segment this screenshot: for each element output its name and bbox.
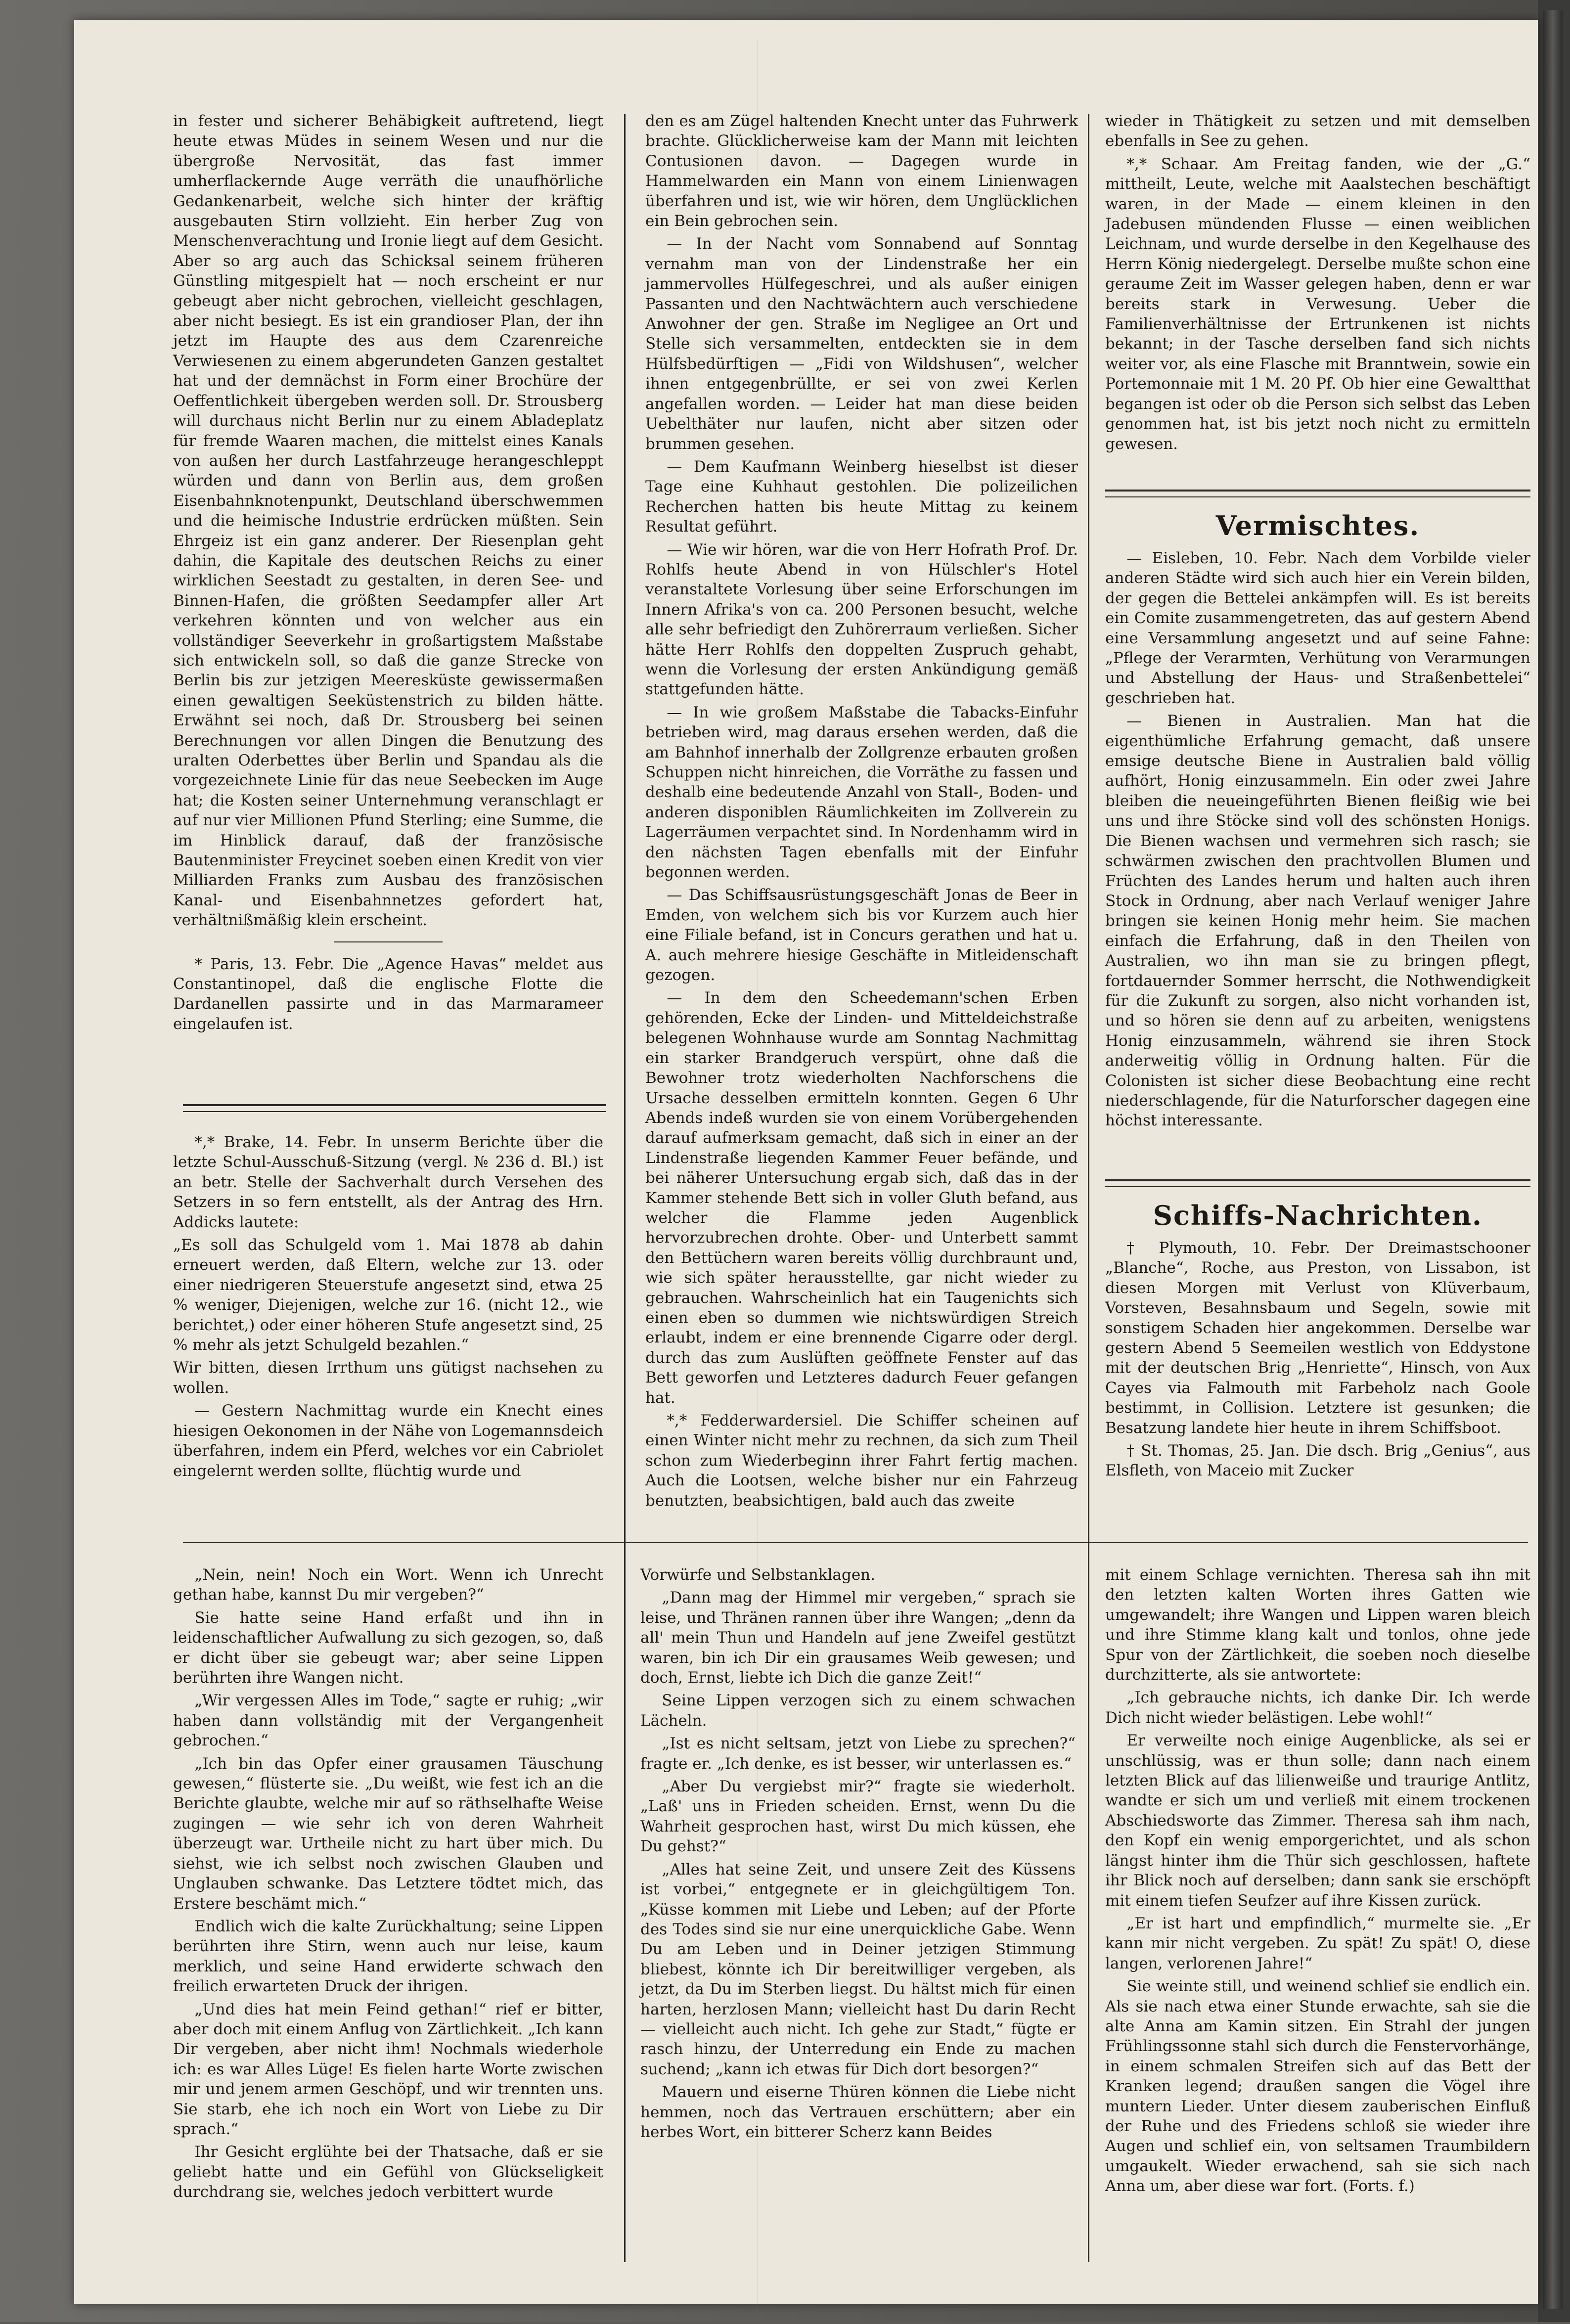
lootsen-continued: wieder in Thätigkeit zu setzen und mit demselben ebenfalls in See zu gehen. (1105, 112, 1530, 150)
novel-para: „Ich bin das Opfer einer grausamen Täuschung gewesen,“ flüsterte sie. „Du weißt, wie fest ich an die Berichte glaubte, welche mir auf so räthselhafte Weise zugingen — wie sehr ich von deren Wahrheit überzeugt war. Urtheile nicht zu hart über mich. Du siehst, wie ich selbst noch zwischen Glauben und Unglauben schwanke. Das Letztere tödtet mich, das Erstere beschämt mich.“ (173, 1754, 603, 1913)
upper-left-double-rule (183, 1104, 606, 1112)
novel-column-2 (640, 1565, 1076, 2145)
novel-para: „Ist es nicht seltsam, jetzt von Liebe zu sprechen?“ fragte er. „Ich denke, es ist besser, wir unterlassen es.“ (640, 1735, 1076, 1773)
schiffs-heading: Schiffs-Nachrichten. (1153, 1200, 1482, 1231)
tabak-report: — In wie großem Maßstabe die Tabacks-Einfuhr betrieben wird, mag daraus ersehen werden, daß die am Bahnhof innerhalb der Zollgrenze erbauten großen Schuppen nicht hinreichen, die Vorräthe zu fassen und deshalb eine bedeutende Anzahl von Stall-, Boden- und anderen disponiblen Räumlichkeiten im Zollverein zu Lagerräumen verpachtet sind. In Nordenhamm wird in den nächsten Tagen ebenfalls mit der Einfuhr begonnen werden. (645, 703, 1078, 882)
novel-column-1 (173, 1565, 603, 2205)
book-binding (1538, 0, 1570, 2322)
knecht-report: — Gestern Nachmittag wurde ein Knecht eines hiesigen Oekonomen in der Nähe von Logemannsdeich überfahren, indem ein Pferd, welches vor ein Cabriolet eingelernt werden sollte, flüchtig wurde und (173, 1402, 603, 1480)
schiffs-top-rule (1105, 1179, 1530, 1187)
novel-para: „Ich gebrauche nichts, ich danke Dir. Ich werde Dich nicht wieder belästigen. Lebe wohl!“ (1105, 1689, 1530, 1727)
novel-para: „Er ist hart und empfindlich,“ murmelte sie. „Er kann mir nicht vergeben. Zu spät! Zu spät! O, diese langen, verlorenen Jahre!“ (1105, 1914, 1530, 1972)
lindenstrasse-report: — In der Nacht vom Sonnabend auf Sonntag vernahm man von der Lindenstraße her ein jammervolles Hülfegeschrei, und als außer einigen Passanten und den Nachtwächtern auch verschiedene Anwohner der gen. Straße im Negligee an Ort und Stelle sich versammelten, entdeckten sie in dem Hülfsbedürftigen — „Fidi von Wildshusen“, welcher ihnen entgegenbrüllte, er sei von zwei Kerlen angefallen worden. — Leider hat man diese beiden Uebelthäter nur laufen, nicht aber sitzen oder brummen gesehen. (645, 235, 1078, 453)
novel-column-rule-1 (624, 1553, 626, 2262)
upper-column-1-lower (173, 1132, 603, 1484)
strousberg-article: in fester und sicherer Behäbigkeit auftretend, liegt heute etwas Müdes in seinem Wesen und nur die übergroße Nervosität, das fast immer umherflackernde Auge verräth die unaufhörliche Gedankenarbeit, welche sich hinter der kräftig ausgebauten Stirn vollzieht. Ein herber Zug von Menschenverachtung und Ironie liegt auf dem Gesicht. Aber so arg auch das Schicksal seinem früheren Günstling mitgespielt hat — noch erscheint er nur gebeugt aber nicht gebrochen, vielleicht geschlagen, aber nicht besiegt. Es ist ein grandioser Plan, der ihn jetzt im Haupte des aus dem Czarenreiche Verwiesenen zu einem abgerundeten Ganzen gestaltet hat und der demnächst in Form einer Brochüre der Oeffentlichkeit übergeben werden soll. Dr. Strousberg will durchaus nicht Berlin nur zu einem Abladeplatz für fremde Waaren machen, die mittelst eines Kanals von außen her durch Lastfahrzeuge herangeschleppt würden und dann von Berlin aus, dem großen Eisenbahnknotenpunkt, Deutschland überschwemmen und die heimische Industrie erdrücken müßten. Sein Ehrgeiz ist ein ganz anderer. Der Riesenplan geht dahin, die Kapitale des deutschen Reichs zu einer wirklichen Seestadt zu gestalten, in deren See- und Binnen-Hafen, die größten Seedampfer aller Art verkehren könnten und von welcher aus ein vollständiger Seeverkehr in großartigstem Maßstabe sich entwickeln soll, so daß die ganze Strecke von Berlin bis zur jetzigen Meeresküste gewissermaßen einen gewaltigen Seeküstenstrich zu bilden hätte. Erwähnt sei noch, daß Dr. Strousberg bei seinen Berechnungen vor allen Dingen die Benutzung des uralten Oderbettes über Berlin und Spandau als die vorgezeichnete Linie für das neue Seebecken im Auge hat; die Kosten seiner Unternehmung veranschlagt er auf nur vier Millionen Pfund Sterling; eine Summe, die im Hinblick darauf, daß der französische Bautenminister Freycinet soeben einen Kredit von vier Milliarden Franks zum Ausbau des französischen Kanal- und Eisenbahnnetzes gefordert hat, verhältnißmäßig klein erscheint. (173, 112, 603, 930)
brandgeruch-report: — In dem den Scheedemann'schen Erben gehörenden, Ecke der Linden- und Mitteldeichstraße belegenen Wohnhause wurde am Sonntag Nachmittag ein starker Brandgeruch verspürt, ohne daß die Bewohner trotz wiederholten Nachforschens die Ursache desselben ermitteln konnten. Gegen 6 Uhr Abends indeß wurden sie von einem Vorübergehenden darauf aufmerksam gemacht, daß sich in einer an der Lindenstraße liegenden Kammer Feuer befände, und bei näherer Untersuchung ergab sich, daß das in der Kammer stehende Bett sich in voller Gluth befand, aus welcher die Flamme jeden Augenblick hervorzubrechen drohte. Ober- und Unterbett sammt den Bettüchern waren bereits völlig durchbraunt und, wie sich später herausstellte, gar nicht wieder zu gebrauchen. Wahrscheinlich hat ein Taugenichts sich einen eben so dummen wie nichtswürdigen Streich erlaubt, indem er eine brennende Cigarre oder dergl. durch das zum Auslüften geöffnete Fenster auf das Bett geworfen und Letzteres dadurch Feuer gefangen hat. (645, 989, 1078, 1407)
novel-para: Er verweilte noch einige Augenblicke, als sei er unschlüssig, was er thun solle; dann nach einem letzten Blick auf das lilienweiße und traurige Antlitz, wandte er sich um und verließ mit einem trockenen Abschiedsworte das Zimmer. Theresa sah ihm nach, den Kopf ein wenig emporgerichtet, und als schon längst hinter ihm die Thür sich geschlossen, haftete ihr Blick noch auf derselben; dann sank sie erschöpft mit einem tiefen Seufzer auf ihre Kissen zurück. (1105, 1732, 1530, 1910)
jonas-de-beer-report: — Das Schiffsausrüstungsgeschäft Jonas de Beer in Emden, von welchem sich bis vor Kurzem auch hier eine Filiale befand, ist in Concurs gerathen und hat u. A. auch mehrere hiesige Geschäfte in Mitleidenschaft gezogen. (645, 886, 1078, 984)
novel-column-rule-2 (1088, 1553, 1089, 2262)
novel-para: Sie weinte still, und weinend schlief sie endlich ein. Als sie nach etwa einer Stunde erwachte, sah sie die alte Anna am Kamin sitzen. Ein Strahl der jungen Frühlingssonne stahl sich durch die Fenstervorhänge, in einem schmalen Streifen sich auf das Bett der Kranken legend; draußen sangen die Vögel ihre muntern Lieder. Unter diesem zauberischen Einfluß der Ruhe und des Friedens schloß sie wieder ihre Augen und schlief ein, von seltsamen Traumbildern umgaukelt. Wieder erwachend, sah sie sich nach Anna um, aber diese war fort. (Forts. f.) (1105, 1977, 1530, 2195)
column-rule-2 (1088, 114, 1089, 1557)
upper-column-3 (1105, 111, 1530, 457)
upper-column-1 (173, 111, 603, 1037)
novel-column-3 (1105, 1565, 1530, 2199)
novel-para: Seine Lippen verzogen sich zu einem schwachen Lächeln. (640, 1692, 1076, 1730)
plymouth-report: † Plymouth, 10. Febr. Der Dreimastschooner „Blanche“, Roche, aus Preston, von Lissabon, ist diesen Morgen mit Verlust von Klüverbaum, Vorsteven, Besahnsbaum und Segeln, sowie mit sonstigem Schaden hier angekommen. Derselbe war gestern Abend 5 Seemeilen westlich von Eddystone mit der deutschen Brig „Henriette“, Hinsch, von Aux Cayes via Falmouth mit Farbeholz nach Goole bestimmt, in Collision. Letztere ist gesunken; die Besatzung landete hier heute in ihrem Schiffsboot. (1105, 1239, 1530, 1437)
short-separator (334, 941, 443, 942)
novel-para: Endlich wich die kalte Zurückhaltung; seine Lippen berührten ihre Stirn, wenn auch nur leise, kaum merklich, und seine Hand erwiderte schwach den freilich erwarteten Druck der ihrigen. (173, 1917, 603, 1996)
binding-spine (1543, 10, 1563, 2309)
fedderwardersiel-report: *,* Fedderwardersiel. Die Schiffer scheinen auf einen Winter nicht mehr zu rechnen, da sich zum Theil schon zum Wiederbeginn ihrer Fahrt fertig machen. Auch die Lootsen, welche bisher nur ein Fahrzeug benutzten, beabsichtigen, bald auch das zweite (645, 1412, 1078, 1510)
vermischtes-section (1105, 502, 1530, 1134)
novel-para: Ihr Gesicht erglühte bei der Thatsache, daß er sie geliebt hatte und ein Gefühl von Glückseligkeit durchdrang sie, welches jedoch verbittert wurde (173, 2143, 603, 2201)
st-thomas-report: † St. Thomas, 25. Jan. Die dsch. Brig „Genius“, aus Elsfleth, von Maceio mit Zucker (1105, 1442, 1530, 1480)
feuilleton-separator-rule (183, 1542, 1528, 1543)
brake-report (173, 1132, 603, 1232)
novel-para: mit einem Schlage vernichten. Theresa sah ihn mit den letzten kalten Worten ihres Gatten wie umgewandelt; ihre Wangen und Lippen waren bleich und ihre Stimme klang kalt und tonlos, ohne jede Spur von der Zärtlichkeit, die soeben noch dieselbe durchzitterte, als sie antwortete: (1105, 1566, 1530, 1684)
brake-apology: Wir bitten, diesen Irrthum uns gütigst nachsehen zu wollen. (173, 1359, 603, 1397)
kuhhaut-report: — Dem Kaufmann Weinberg hieselbst ist dieser Tage eine Kuhhaut gestohlen. Die polizeilichen Recherchen hatten bis heute Mittag zu keinem Resultat geführt. (645, 457, 1078, 536)
schaar-report: *,* Schaar. Am Freitag fanden, wie der „G.“ mittheilt, Leute, welche mit Aaalstechen beschäftigt waren, in der Made — einem kleinen in den Jadebusen mündenden Flusse — einen weiblichen Leichnam, und wurde derselbe in den Kegelhause des Herrn König niedergelegt. Derselbe mußte schon eine geraume Zeit im Wasser gelegen haben, denn er war bereits stark in Verwesung. Ueber die Familienverhältnisse der Ertrunkenen ist nichts bekannt; in der Tasche derselben fand sich nichts weiter vor, als eine Flasche mit Branntwein, sowie ein Portemonnaie mit 1 M. 20 Pf. Ob hier eine Gewaltthat begangen ist oder ob die Person sich selbst das Leben genommen hat, ist bis jetzt noch nicht zu ermitteln gewesen. (1105, 155, 1530, 453)
brake-quote: „Es soll das Schulgeld vom 1. Mai 1878 ab dahin erneuert werden, daß Eltern, welche zur 13. oder einer niedrigeren Steuerstufe angesetzt sind, etwa 25 % weniger, Diejenigen, welche zur 16. (nicht 12., wie berichtet,) oder einer höheren Stufe angesetzt sind, 25 % mehr als jetzt Schulgeld bezahlen.“ (173, 1236, 603, 1354)
novel-para: „Aber Du vergiebst mir?“ fragte sie wiederholt. „Laß' uns in Frieden scheiden. Ernst, wenn Du die Wahrheit gesprochen hast, wirst Du mich küssen, ehe Du gehst?“ (640, 1778, 1076, 1856)
vermischtes-top-rule (1105, 490, 1530, 497)
novel-para: „Alles hat seine Zeit, und unsere Zeit des Küssens ist vorbei,“ entgegnete er in gleichgültigem Ton. „Küsse kommen mit Liebe und Leben; auf der Pforte des Todes sind sie nur eine unerquickliche Gabe. Wenn Du am Leben und in Deiner jetzigen Stimmung bliebest, könnte ich Dir bereitwilliger vergeben, als jetzt, da Du im Sterben liegst. Du hältst mich für einen harten, herzlosen Mann; vielleicht hast Du darin Recht — vielleicht auch nicht. Ich gehe zur Stadt,“ fügte er rasch hinzu, der Unterredung ein Ende zu machen suchend; „kann ich etwas für Dich dort besorgen?“ (640, 1860, 1076, 2078)
schiffs-section (1105, 1192, 1530, 1484)
novel-para: Mauern und eiserne Thüren können die Liebe nicht hemmen, noch das Vertrauen erschüttern; aber ein herbes Wort, ein bitterer Scherz kann Beides (640, 2083, 1076, 2141)
novel-para: „Dann mag der Himmel mir vergeben,“ sprach sie leise, und Thränen rannen über ihre Wangen; „denn da all' mein Thun und Handeln auf jene Zweifel gestützt waren, bin ich Dir ein grausames Weib gewesen; und doch, Ernst, liebte ich Dich die ganze Zeit!“ (640, 1589, 1076, 1687)
vermischtes-heading: Vermischtes. (1215, 510, 1420, 541)
knecht-continued: den es am Zügel haltenden Knecht unter das Fuhrwerk brachte. Glücklicherweise kam der Mann mit leichten Contusionen davon. — Dagegen wurde in Hammelwarden ein Mann von einem Linienwagen überfahren und ist, wie wir hören, dem Unglücklichen ein Bein gebrochen sein. (645, 112, 1078, 230)
novel-para: Vorwürfe und Selbstanklagen. (640, 1566, 875, 1584)
rohlfs-report: — Wie wir hören, war die von Herr Hofrath Prof. Dr. Rohlfs heute Abend in von Hülschler's Hotel veranstaltete Vorlesung über seine Erforschungen im Innern Afrika's von ca. 200 Personen besucht, welche alle sehr befriedigt den Zuhörerraum verließen. Sicher hätte Herr Rohlfs den doppelten Zuspruch gehabt, wenn die Vorlesung der ersten Ankündigung gemäß stattgefunden hätte. (645, 540, 1078, 699)
novel-para: Sie hatte seine Hand erfaßt und ihn in leidenschaftlicher Aufwallung zu sich gezogen, so, daß er dicht über sie gebeugt war; aber seine Lippen berührten ihre Wangen nicht. (173, 1609, 603, 1687)
upper-column-2 (645, 111, 1078, 1514)
column-rule-1 (624, 114, 626, 1557)
bienen-report: — Bienen in Australien. Man hat die eigenthümliche Erfahrung gemacht, daß unsere emsige deutsche Biene in Australien bald völlig aufhört, Honig einzusammeln. Ein oder zwei Jahre bleiben die neueingeführten Bienen fleißig wie bei uns und ihre Stöcke sind voll des schönsten Honigs. Die Bienen wachsen und vermehren sich rasch; sie schwärmen zwischen den prachtvollen Blumen und Früchten des Landes herum und halten auch ihren Stock in Ordnung, aber nach Verlauf weniger Jahre bringen sie keinen Honig mehr heim. Sie machen einfach die Erfahrung, daß in den Theilen von Australien, wo ihn man sie zu bringen pflegt, fortdauernder Sommer herrscht, die Nothwendigkeit für die Zukunft zu sorgen, also nicht vorhanden ist, und so hören sie denn auf zu arbeiten, wenigstens Honig einzusammeln, während sie ihren Stock anderweitig völlig in Ordnung halten. Für die Colonisten ist sicher diese Beobachtung eine recht niederschlagende, für die Naturforscher dagegen eine höchst interessante. (1105, 712, 1530, 1130)
eisleben-report: — Eisleben, 10. Febr. Nach dem Vorbilde vieler anderen Städte wird sich auch hier ein Verein bilden, der gegen die Bettelei ankämpfen will. Es ist bereits ein Comite zusammengetreten, das auf gestern Abend eine Versammlung angesetzt und auf seine Fahne: „Pflege der Verarmten, Verhütung von Verarmungen und Abstellung der Haus- und Straßenbettelei“ geschrieben hat. (1105, 549, 1530, 707)
brake-report-text: *,* Brake, 14. Febr. In unserm Berichte über die letzte Schul-Ausschuß-Sitzung (vergl. № 236 d. Bl.) ist an betr. Stelle der Sachverhalt durch Versehen des Setzers in so fern entstellt, als der Antrag des Hrn. Addicks lautete: (173, 1133, 603, 1231)
paris-dispatch: * Paris, 13. Febr. Die „Agence Havas“ meldet aus Constantinopel, daß die englische Flotte die Dardanellen passirte und in das Marmarameer eingelaufen ist. (173, 955, 603, 1033)
novel-para: „Und dies hat mein Feind gethan!“ rief er bitter, aber doch mit einem Anflug von Zärtlichkeit. „Ich kann Dir vergeben, aber nicht ihm! Nochmals wiederhole ich: es war Alles Lüge! Es fielen harte Worte zwischen mir und jenem armen Geschöpf, und wir trennten uns. Sie starb, ehe ich noch ein Wort von Liebe zu Dir sprach.“ (173, 2000, 603, 2138)
novel-para: „Wir vergessen Alles im Tode,“ sagte er ruhig; „wir haben dann vollständig mit der Vergangenheit gebrochen.“ (173, 1692, 603, 1750)
novel-para: „Nein, nein! Noch ein Wort. Wenn ich Unrecht gethan habe, kannst Du mir vergeben?“ (173, 1566, 603, 1604)
